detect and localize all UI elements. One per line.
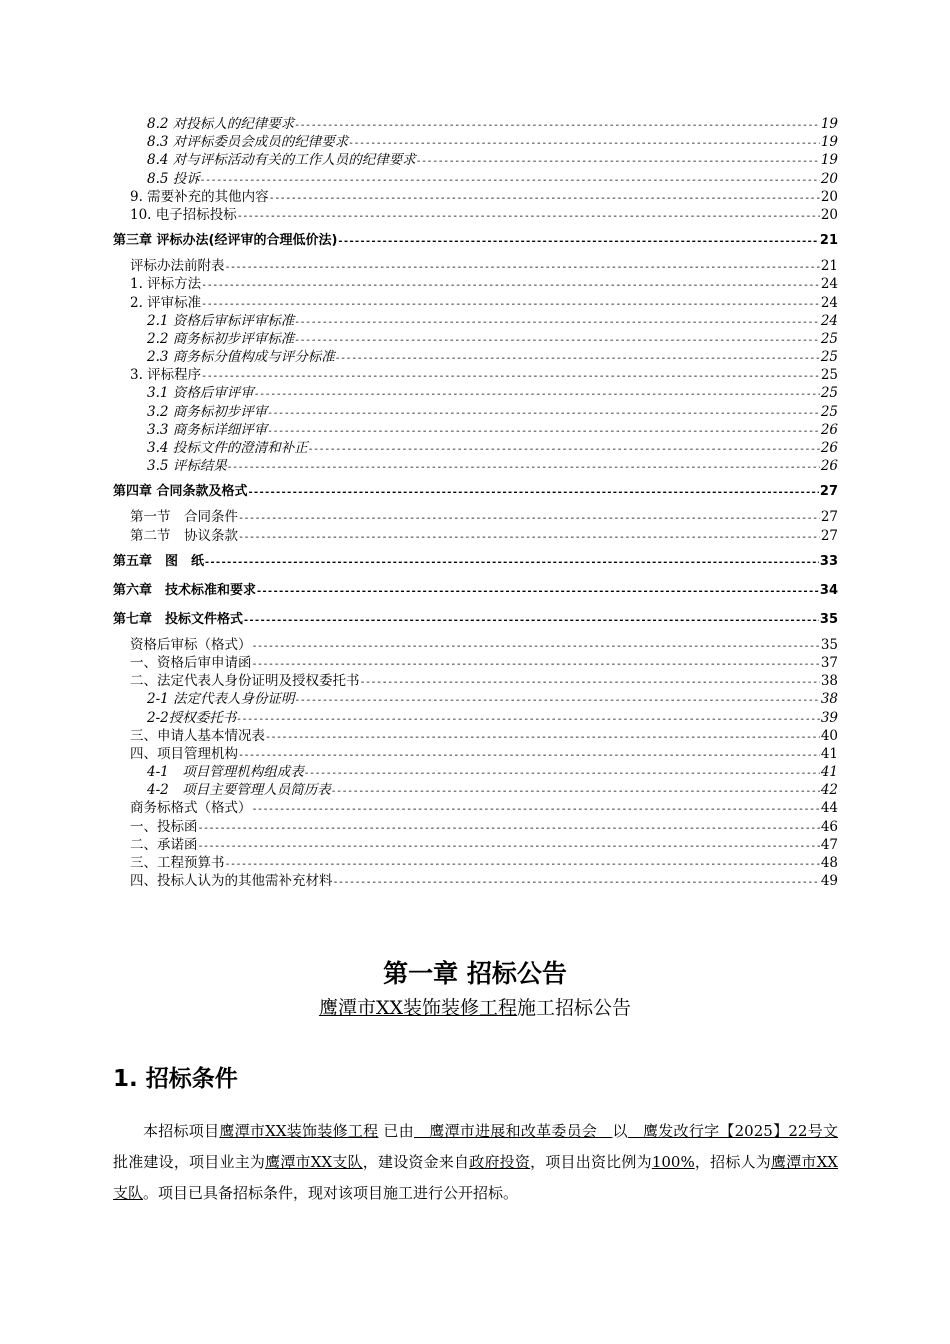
toc-entry	[113, 348, 838, 366]
toc-page-number: 24	[820, 294, 838, 311]
tenderer-name: 鹰潭市XX支队	[113, 1153, 838, 1202]
toc-leader-dashes	[201, 296, 820, 312]
text-run: 已由	[378, 1122, 414, 1140]
toc-leader-dashes	[201, 368, 820, 384]
notice-title-project: 鹰潭市XX装饰装修工程	[318, 997, 518, 1019]
text-run: 本招标项目	[143, 1122, 220, 1140]
toc-page-number: 39	[820, 709, 838, 726]
toc-page-number: 21	[819, 233, 838, 249]
body-paragraph	[113, 1116, 838, 1209]
toc-entry-title: 3.1 资格后审评审	[147, 385, 254, 402]
toc-entry-title: 10. 电子招标投标	[130, 206, 237, 223]
toc-entry	[113, 294, 838, 312]
toc-entry-title: 第五章 图 纸	[113, 553, 205, 569]
toc-leader-dashes	[238, 747, 820, 763]
toc-entry	[113, 151, 838, 169]
toc-entry	[113, 799, 838, 817]
toc-entry-title: 第三章 评标办法(经评审的合理低价法)	[113, 233, 338, 249]
funding-source: 政府投资	[469, 1153, 531, 1171]
toc-leader-dashes	[254, 386, 820, 402]
toc-page-number: 38	[820, 673, 838, 690]
toc-entry	[113, 709, 838, 727]
toc-entry-title: 2. 评审标准	[130, 294, 202, 311]
toc-page-number: 27	[819, 484, 838, 500]
toc-entry-title: 2-2授权委托书	[147, 709, 237, 726]
toc-page-number: 35	[819, 611, 838, 627]
toc-leader-dashes	[360, 674, 820, 690]
toc-leader-dashes	[331, 783, 820, 799]
toc-chapter-entry	[113, 607, 838, 632]
toc-leader-dashes	[267, 405, 820, 421]
toc-entry-title: 2-1 法定代表人身份证明	[147, 691, 295, 708]
toc-page-number: 20	[820, 188, 838, 205]
toc-entry-title: 1. 评标方法	[130, 276, 202, 293]
toc-leader-dashes	[337, 229, 818, 253]
toc-entry-title: 3. 评标程序	[130, 367, 202, 384]
toc-page-number: 19	[820, 152, 838, 169]
toc-entry-title: 一、投标函	[130, 818, 198, 835]
toc-page-number: 48	[820, 855, 838, 871]
toc-page-number: 19	[820, 134, 838, 151]
toc-page-number: 41	[820, 745, 838, 762]
notice-title-rest: 施工招标公告	[517, 997, 632, 1019]
text-run: 。项目已具备招标条件，现对该项目施工进行公开招标。	[143, 1184, 519, 1202]
toc-entry	[113, 439, 838, 457]
toc-entry-title: 2.1 资格后审标评审标准	[147, 312, 295, 329]
toc-entry-title: 4-1 项目管理机构组成表	[147, 764, 304, 781]
toc-page-number: 38	[820, 691, 838, 708]
toc-entry	[113, 206, 838, 224]
toc-page-number: 25	[820, 385, 838, 402]
text-run: ，建设资金来自	[362, 1153, 470, 1171]
approval-doc-number: 鹰发改行字【2025】22号文	[627, 1122, 838, 1140]
toc-page-number: 47	[820, 836, 838, 853]
toc-leader-dashes	[348, 135, 820, 151]
toc-entry-title: 第七章 投标文件格式	[113, 611, 244, 627]
toc-entry	[113, 745, 838, 763]
toc-leader-dashes	[416, 153, 820, 169]
toc-leader-dashes	[294, 332, 820, 348]
section-title: 1. 招标条件	[113, 1066, 238, 1092]
toc-entry	[113, 763, 838, 781]
toc-entry	[113, 672, 838, 690]
toc-leader-dashes	[333, 874, 820, 890]
toc-page-number: 24	[820, 276, 838, 293]
toc-entry-title: 资格后审标（格式）	[130, 636, 252, 653]
toc-entry	[113, 836, 838, 854]
toc-entry-title: 商务标格式（格式）	[130, 800, 252, 817]
toc-page-number: 26	[820, 440, 838, 456]
toc-leader-dashes	[295, 692, 820, 708]
toc-entry	[113, 727, 838, 745]
toc-leader-dashes	[267, 423, 820, 439]
toc-entry	[113, 330, 838, 348]
toc-entry	[113, 312, 838, 330]
toc-entry-title: 评标办法前附表	[130, 258, 225, 275]
toc-page-number: 20	[820, 170, 838, 187]
toc-entry-title: 3.5 评标结果	[147, 458, 227, 475]
toc-entry-title: 8.5 投诉	[147, 170, 200, 187]
toc-entry-title: 第一节 合同条件	[130, 509, 238, 526]
toc-leader-dashes	[204, 550, 819, 574]
toc-page-number: 34	[819, 582, 838, 598]
toc-page-number: 19	[820, 116, 838, 132]
toc-leader-dashes	[227, 459, 820, 475]
toc-page-number: 25	[820, 349, 838, 366]
toc-entry	[113, 781, 838, 799]
toc-leader-dashes	[304, 765, 820, 781]
toc-chapter-entry	[113, 228, 838, 253]
toc-leader-dashes	[256, 579, 819, 603]
toc-page-number: 27	[820, 527, 838, 544]
toc-leader-dashes	[248, 480, 819, 504]
toc-leader-dashes	[335, 350, 820, 366]
chapter-title: 第一章 招标公告	[383, 959, 567, 988]
toc-leader-dashes	[265, 729, 820, 745]
toc-entry-title: 第二节 协议条款	[130, 527, 238, 544]
toc-page-number: 41	[820, 764, 838, 781]
toc-leader-dashes	[238, 510, 820, 526]
toc-entry-title: 2.3 商务标分值构成与评分标准	[147, 349, 335, 366]
toc-page-number: 27	[820, 509, 838, 526]
toc-page-number: 44	[820, 800, 838, 817]
toc-entry	[113, 636, 838, 654]
notice-title	[0, 993, 950, 1020]
toc-chapter-entry	[113, 578, 838, 603]
toc-page-number: 21	[820, 258, 838, 275]
toc-entry-title: 三、工程预算书	[130, 855, 225, 871]
text-run: 以	[612, 1122, 628, 1140]
toc-entry-title: 一、资格后审申请函	[130, 654, 252, 671]
toc-entry-title: 三、申请人基本情况表	[130, 727, 265, 744]
toc-entry-title: 8.2 对投标人的纪律要求	[147, 116, 295, 132]
toc-entry	[113, 188, 838, 206]
toc-entry-title: 第六章 技术标准和要求	[113, 582, 257, 598]
toc-entry-title: 9. 需要补充的其他内容	[130, 188, 269, 205]
toc-entry	[113, 654, 838, 672]
toc-entry-title: 8.4 对与评标活动有关的工作人员的纪律要求	[147, 152, 416, 169]
toc-page-number: 25	[820, 367, 838, 384]
toc-entry-title: 2.2 商务标初步评审标准	[147, 330, 295, 347]
toc-chapter-entry	[113, 479, 838, 504]
toc-page-number: 24	[820, 312, 838, 329]
toc-leader-dashes	[236, 711, 820, 727]
toc-entry	[113, 403, 838, 421]
toc-entry	[113, 275, 838, 293]
toc-entry	[113, 384, 838, 402]
toc-page-number: 42	[820, 782, 838, 799]
toc-entry-title: 3.3 商务标详细评审	[147, 421, 268, 438]
toc-entry	[113, 690, 838, 708]
toc-entry	[113, 257, 838, 275]
toc-leader-dashes	[308, 441, 820, 457]
toc-entry	[113, 170, 838, 188]
approver-name: 鹰潭市进展和改革委员会	[413, 1122, 613, 1140]
toc-page-number: 25	[820, 330, 838, 347]
toc-leader-dashes	[237, 208, 820, 224]
toc-page-number: 25	[820, 403, 838, 420]
toc-page-number: 33	[819, 553, 838, 569]
toc-entry	[113, 508, 838, 526]
toc-entry	[113, 854, 838, 872]
toc-entry	[113, 818, 838, 836]
owner-name: 鹰潭市XX支队	[265, 1153, 363, 1171]
funding-ratio: 100%	[651, 1153, 695, 1171]
toc-page-number: 26	[820, 421, 838, 438]
toc-entry-title: 二、法定代表人身份证明及授权委托书	[130, 673, 360, 690]
toc-entry	[113, 872, 838, 890]
toc-leader-dashes	[294, 314, 820, 330]
toc-leader-dashes	[294, 117, 820, 133]
toc-entry-title: 二、承诺函	[130, 836, 198, 853]
table-of-contents	[113, 115, 838, 890]
toc-leader-dashes	[269, 190, 820, 206]
toc-entry	[113, 421, 838, 439]
toc-entry	[113, 366, 838, 384]
toc-leader-dashes	[225, 259, 820, 275]
toc-leader-dashes	[198, 838, 820, 854]
toc-page-number: 37	[820, 654, 838, 671]
toc-leader-dashes	[252, 638, 820, 654]
toc-entry-title: 8.3 对评标委员会成员的纪律要求	[147, 134, 349, 151]
toc-leader-dashes	[201, 277, 820, 293]
toc-page-number: 46	[820, 818, 838, 835]
toc-leader-dashes	[238, 529, 820, 545]
toc-chapter-entry	[113, 549, 838, 574]
toc-entry-title: 第四章 合同条款及格式	[113, 484, 248, 500]
toc-entry-title: 四、投标人认为的其他需补充材料	[130, 873, 333, 890]
toc-leader-dashes	[225, 856, 820, 872]
toc-entry-title: 4-2 项目主要管理人员简历表	[147, 782, 331, 799]
toc-page-number: 49	[820, 873, 838, 890]
text-run: ，招标人为	[694, 1153, 771, 1171]
toc-leader-dashes	[252, 801, 820, 817]
toc-leader-dashes	[200, 172, 820, 188]
toc-page-number: 20	[820, 206, 838, 223]
text-run: ，项目出资比例为	[530, 1153, 652, 1171]
toc-entry-title: 3.2 商务标初步评审	[147, 403, 268, 420]
toc-leader-dashes	[252, 656, 820, 672]
toc-page-number: 26	[820, 458, 838, 475]
toc-entry-title: 四、项目管理机构	[130, 745, 238, 762]
text-run: 批准建设，项目业主为	[113, 1153, 266, 1171]
toc-entry	[113, 133, 838, 151]
toc-entry	[113, 115, 838, 133]
toc-entry	[113, 527, 838, 545]
toc-entry-title: 3.4 投标文件的澄清和补正	[147, 440, 308, 456]
toc-page-number: 35	[820, 636, 838, 653]
project-name: 鹰潭市XX装饰装修工程	[219, 1122, 379, 1140]
toc-leader-dashes	[243, 608, 819, 632]
toc-entry	[113, 457, 838, 475]
toc-page-number: 40	[820, 727, 838, 744]
toc-leader-dashes	[198, 820, 820, 836]
